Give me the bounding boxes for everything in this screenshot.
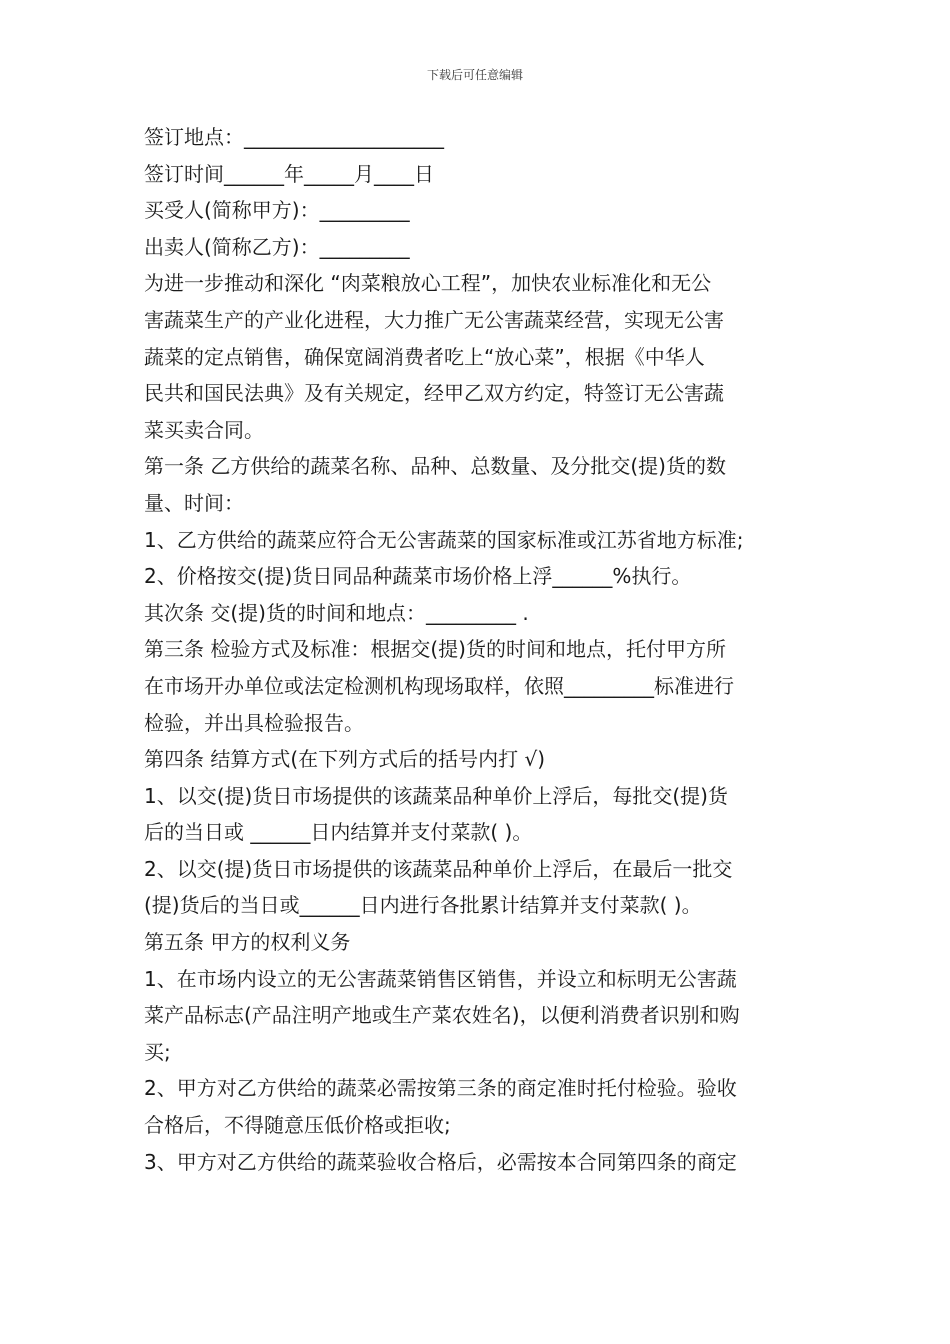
- text-line: 1、乙方供给的蔬菜应符合无公害蔬菜的国家标准或江苏省地方标准;: [144, 527, 744, 552]
- text-line: 第四条 结算方式(在下列方式后的括号内打 √): [144, 747, 546, 772]
- text-line: 第一条 乙方供给的蔬菜名称、品种、总数量、及分批交(提)货的数: [144, 454, 726, 479]
- text-line: 买;: [144, 1039, 171, 1064]
- text-line: 为进一步推动和深化 “肉菜粮放心工程”，加快农业标准化和无公: [144, 271, 712, 296]
- text-line: 签订地点：____________________: [144, 125, 444, 149]
- text-line: 2、甲方对乙方供给的蔬菜必需按第三条的商定准时托付检验。验收: [144, 1076, 737, 1101]
- text-line: 害蔬菜生产的产业化进程，大力推广无公害蔬菜经营，实现无公害: [144, 307, 724, 332]
- text-line: 2、以交(提)货日市场提供的该蔬菜品种单价上浮后，在最后一批交: [144, 856, 733, 881]
- text-line: 第五条 甲方的权利义务: [144, 930, 351, 955]
- page-header-note: 下载后可任意编辑: [426, 68, 523, 82]
- text-line: 在市场开办单位或法定检测机构现场取样，依照_________标准进行: [144, 673, 734, 698]
- text-line: 菜买卖合同。: [144, 417, 264, 442]
- text-line: 后的当日或 ______日内结算并支付菜款( )。: [144, 820, 533, 845]
- contract-body: [144, 119, 814, 1180]
- text-line: 合格后，不得随意压低价格或拒收;: [144, 1113, 451, 1138]
- text-line: 蔬菜的定点销售，确保宽阔消费者吃上“放心菜”，根据《中华人: [144, 344, 705, 369]
- text-line: 其次条 交(提)货的时间和地点：_________ .: [144, 600, 529, 625]
- text-line: 3、甲方对乙方供给的蔬菜验收合格后，必需按本合同第四条的商定: [144, 1149, 737, 1174]
- text-line: 出卖人(简称乙方)：_________: [144, 234, 410, 259]
- text-line: 检验，并出具检验报告。: [144, 710, 364, 735]
- text-line: 买受人(简称甲方)：_________: [144, 198, 410, 223]
- text-line: (提)货后的当日或______日内进行各批累计结算并支付菜款( )。: [144, 893, 702, 918]
- text-line: 第三条 检验方式及标准：根据交(提)货的时间和地点，托付甲方所: [144, 637, 726, 662]
- text-line: 2、价格按交(提)货日同品种蔬菜市场价格上浮______%执行。: [144, 564, 692, 589]
- text-line: 菜产品标志(产品注明产地或生产菜农姓名)，以便利消费者识别和购: [144, 1003, 740, 1028]
- text-line: 民共和国民法典》及有关规定，经甲乙双方约定，特签订无公害蔬: [144, 381, 724, 406]
- text-line: 量、时间：: [144, 490, 244, 515]
- text-line: 1、在市场内设立的无公害蔬菜销售区销售，并设立和标明无公害蔬: [144, 966, 737, 991]
- text-line: 签订时间______年_____月____日: [144, 161, 434, 186]
- text-line: 1、以交(提)货日市场提供的该蔬菜品种单价上浮后，每批交(提)货: [144, 783, 728, 808]
